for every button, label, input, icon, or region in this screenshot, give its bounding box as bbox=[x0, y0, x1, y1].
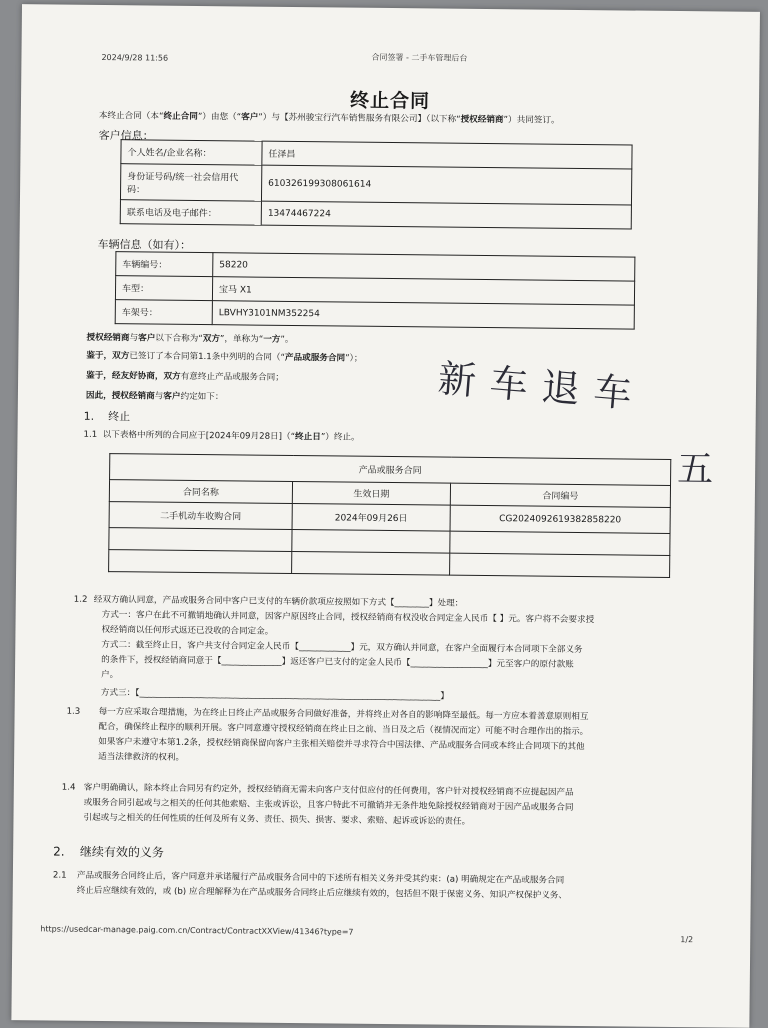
term: 一方 bbox=[263, 334, 281, 345]
text: ”。 bbox=[280, 334, 294, 345]
clause-line: 或服务合同引起或与之相关的任何其他索赔、主张或诉讼，且客户特此不可撤销并无条件地免除授权经销商对于因产品或服务合同 bbox=[83, 797, 574, 813]
vehicle-table bbox=[115, 251, 636, 329]
clause-1-3 bbox=[98, 705, 729, 772]
print-url: https://usedcar-manage.paig.com.cn/Contract/ContractXXView/41346?type=7 bbox=[40, 924, 354, 937]
text: 约定如下： bbox=[180, 391, 224, 403]
customer-heading: 客户信息： bbox=[98, 128, 154, 143]
clause-1-2-number: 1.2 bbox=[73, 594, 88, 605]
clause-line: 客户明确确认，除本终止合同另有约定外，授权经销商无需未向客户支付但应付的任何费用，客户针对授权经销商不应提起因产品 bbox=[83, 782, 574, 798]
term: 鉴于， bbox=[86, 350, 113, 362]
section-number: 1. bbox=[83, 409, 95, 423]
empty-cell bbox=[109, 550, 292, 574]
clause-1-4 bbox=[83, 781, 723, 833]
term: 产品或服务合同 bbox=[284, 352, 346, 364]
therefore-line bbox=[86, 389, 224, 405]
vehicle-vin-value: LBVHY3101NM352254 bbox=[212, 301, 634, 329]
empty-cell bbox=[292, 551, 450, 575]
clause-line: 引起或与之相关的任何性质的任何及所有义务、责任、损失、损害、要求、索赔、起诉或诉讼的责任。 bbox=[83, 812, 471, 827]
clause-2-1-number: 2.1 bbox=[52, 870, 67, 881]
whereas-1 bbox=[86, 349, 362, 367]
vehicle-number-value: 58220 bbox=[213, 253, 635, 281]
section-2-heading bbox=[53, 843, 164, 861]
empty-cell bbox=[292, 529, 450, 553]
clause-line: 每一方应采取合理措施，为在终止日终止产品或服务合同做好准备，并将终止对各自的影响降至最低。每一方应本着善意原则相互 bbox=[98, 706, 589, 723]
clause-line: 终止后应继续有效的，或 (b) 应合理解释为在产品或服务合同终止后应继续有效的，包括但不限于保密义务、知识产权保护义务、 bbox=[76, 885, 568, 901]
print-site-title: 合同签署 - 二手车管理后台 bbox=[371, 52, 468, 63]
contract-number-cell: CG20240926193828582​20 bbox=[450, 505, 670, 533]
section-title: 继续有效的义务 bbox=[79, 844, 164, 860]
text: ”）； bbox=[345, 353, 363, 364]
customer-contact-label: 联系电话及电子邮件： bbox=[120, 200, 261, 225]
clause-1-3-number: 1.3 bbox=[66, 706, 81, 717]
clause-number: 1.1 bbox=[83, 429, 98, 440]
intro-text: ”）共同签订。 bbox=[503, 115, 560, 126]
customer-name-label: 个人姓名/企业名称： bbox=[121, 140, 262, 165]
contract-name-cell: 二手机动车收购合同 bbox=[109, 502, 292, 530]
clause-line: 户。 bbox=[100, 670, 119, 681]
intro-text: 本终止合同（本“ bbox=[98, 110, 164, 122]
text: 与 bbox=[129, 333, 139, 344]
term: 终止日 bbox=[294, 432, 321, 443]
text: ”）终止。 bbox=[320, 432, 360, 443]
term: 客户 bbox=[138, 333, 156, 344]
table-row bbox=[115, 300, 634, 329]
term: 鉴于，经友好协商， bbox=[86, 370, 164, 382]
intro-term: 客户 bbox=[241, 112, 259, 123]
vehicle-heading: 车辆信息（如有）： bbox=[97, 237, 192, 252]
text: 有意终止产品或服务合同； bbox=[180, 371, 284, 383]
clause-2-1 bbox=[77, 869, 723, 906]
table-row bbox=[120, 164, 631, 205]
text: ”，单称为“ bbox=[219, 334, 264, 345]
contract-table-caption: 产品或服务合同 bbox=[110, 454, 671, 486]
contract-paper bbox=[11, 4, 760, 1028]
table-row bbox=[120, 200, 631, 229]
header-contract-number: 合同编号 bbox=[450, 483, 670, 507]
page-number: 1/2 bbox=[680, 935, 694, 945]
term: 双方 bbox=[112, 351, 130, 362]
section-title: 终止 bbox=[108, 410, 131, 424]
effective-date-cell: 2024年09月26日 bbox=[292, 503, 450, 531]
vehicle-vin-label: 车架号： bbox=[115, 300, 212, 325]
intro-text: ”）由您（“ bbox=[197, 111, 242, 123]
clause-line: 经双方确认同意，产品或服务合同中客户已支付的车辆价款项应按照如下方式【________】处理： bbox=[93, 594, 464, 609]
term: 双方 bbox=[163, 371, 181, 382]
customer-id-value: 610326199308061614 bbox=[261, 165, 631, 205]
clause-line: 权经销商以任何形式返还已没收的合同定金。 bbox=[101, 625, 274, 637]
vehicle-model-label: 车型： bbox=[115, 276, 212, 301]
clause-line: 配合，确保终止程序的顺利开展。客户同意遵守授权经销商在终止日之前、当日及之后（视情况而定）可能不时合理作出的指示。 bbox=[98, 721, 589, 738]
clause-1-4-number: 1.4 bbox=[61, 782, 76, 793]
term: 双方 bbox=[202, 334, 220, 345]
doc-title: 终止合同 bbox=[349, 89, 431, 113]
empty-cell bbox=[109, 528, 292, 552]
clause-line: 方式三：【______________________________________________________________________】 bbox=[100, 687, 449, 702]
empty-cell bbox=[450, 531, 670, 555]
contract-table bbox=[108, 453, 671, 578]
text: 与 bbox=[154, 391, 164, 402]
clause-1-2 bbox=[93, 593, 724, 708]
term: 授权经销商 bbox=[86, 332, 130, 344]
customer-id-label: 身份证号码/统一社会信用代码： bbox=[120, 164, 261, 201]
customer-name-value: 任泽昌 bbox=[262, 141, 632, 169]
vehicle-number-label: 车辆编号： bbox=[116, 252, 213, 277]
text: 以下合称为“ bbox=[155, 333, 203, 345]
clause-line: 的条件下，授权经销商同意于【______________】返还客户已支付的定金人民币【__________________】元至客户的原付款账 bbox=[101, 655, 574, 670]
term: 客户 bbox=[163, 391, 181, 402]
header-contract-name: 合同名称 bbox=[109, 480, 292, 504]
clause-line: 方式一：客户在此不可撤销地确认并同意，因客户原因终止合同，授权经销商有权没收合同定金人民币【 】元。客户将不会要求授 bbox=[101, 610, 595, 626]
print-datetime: 2024/9/28 11:56 bbox=[101, 52, 169, 63]
text: 以下表格中所列的合同应于[2024年09月28日]（“ bbox=[102, 430, 296, 443]
customer-contact-value: 13474467224 bbox=[261, 201, 631, 229]
term: 因此， bbox=[85, 390, 112, 402]
text: 已签订了本合同第1.1条中列明的合同（“ bbox=[129, 351, 286, 363]
clause-line: 如果客户未遵守本第1.2条，授权经销商保留向客户主张相关赔偿并寻求符合中国法律、产品或服务合同或本终止合同项下的其他 bbox=[98, 736, 585, 753]
intro-term: 终止合同 bbox=[163, 111, 198, 122]
whereas-2 bbox=[86, 369, 284, 386]
clause-line: 方式二：截至终止日，客户共支付合同定金人民币【____________】元，双方确认并同意，在客户全面履行本合同项下全部义务 bbox=[101, 640, 583, 656]
vehicle-model-value: 宝马 X1 bbox=[212, 277, 634, 305]
handwritten-mark: 五 bbox=[676, 449, 714, 491]
empty-cell bbox=[450, 553, 670, 577]
intro-text: ”）与【苏州骏宝行汽车销售服务有限公司】（以下称“ bbox=[258, 112, 461, 125]
clause-line: 适当法律救济的权利。 bbox=[98, 751, 185, 763]
section-1-heading bbox=[84, 408, 131, 424]
table-row bbox=[109, 550, 670, 578]
intro-term: 授权经销商 bbox=[460, 114, 504, 126]
term: 授权经销商 bbox=[111, 391, 155, 402]
clause-1-1 bbox=[83, 428, 359, 446]
section-number: 2. bbox=[53, 844, 65, 859]
clause-line: 产品或服务合同终止后，客户同意并承诺履行产品或服务合同中的下述所有相关义务并受其约束：(a) 明确规定在产品或服务合同 bbox=[76, 870, 565, 886]
header-effective-date: 生效日期 bbox=[292, 481, 450, 505]
handwritten-note: 新车退车 bbox=[436, 356, 648, 417]
parties-line bbox=[86, 331, 293, 348]
customer-table bbox=[120, 139, 633, 229]
